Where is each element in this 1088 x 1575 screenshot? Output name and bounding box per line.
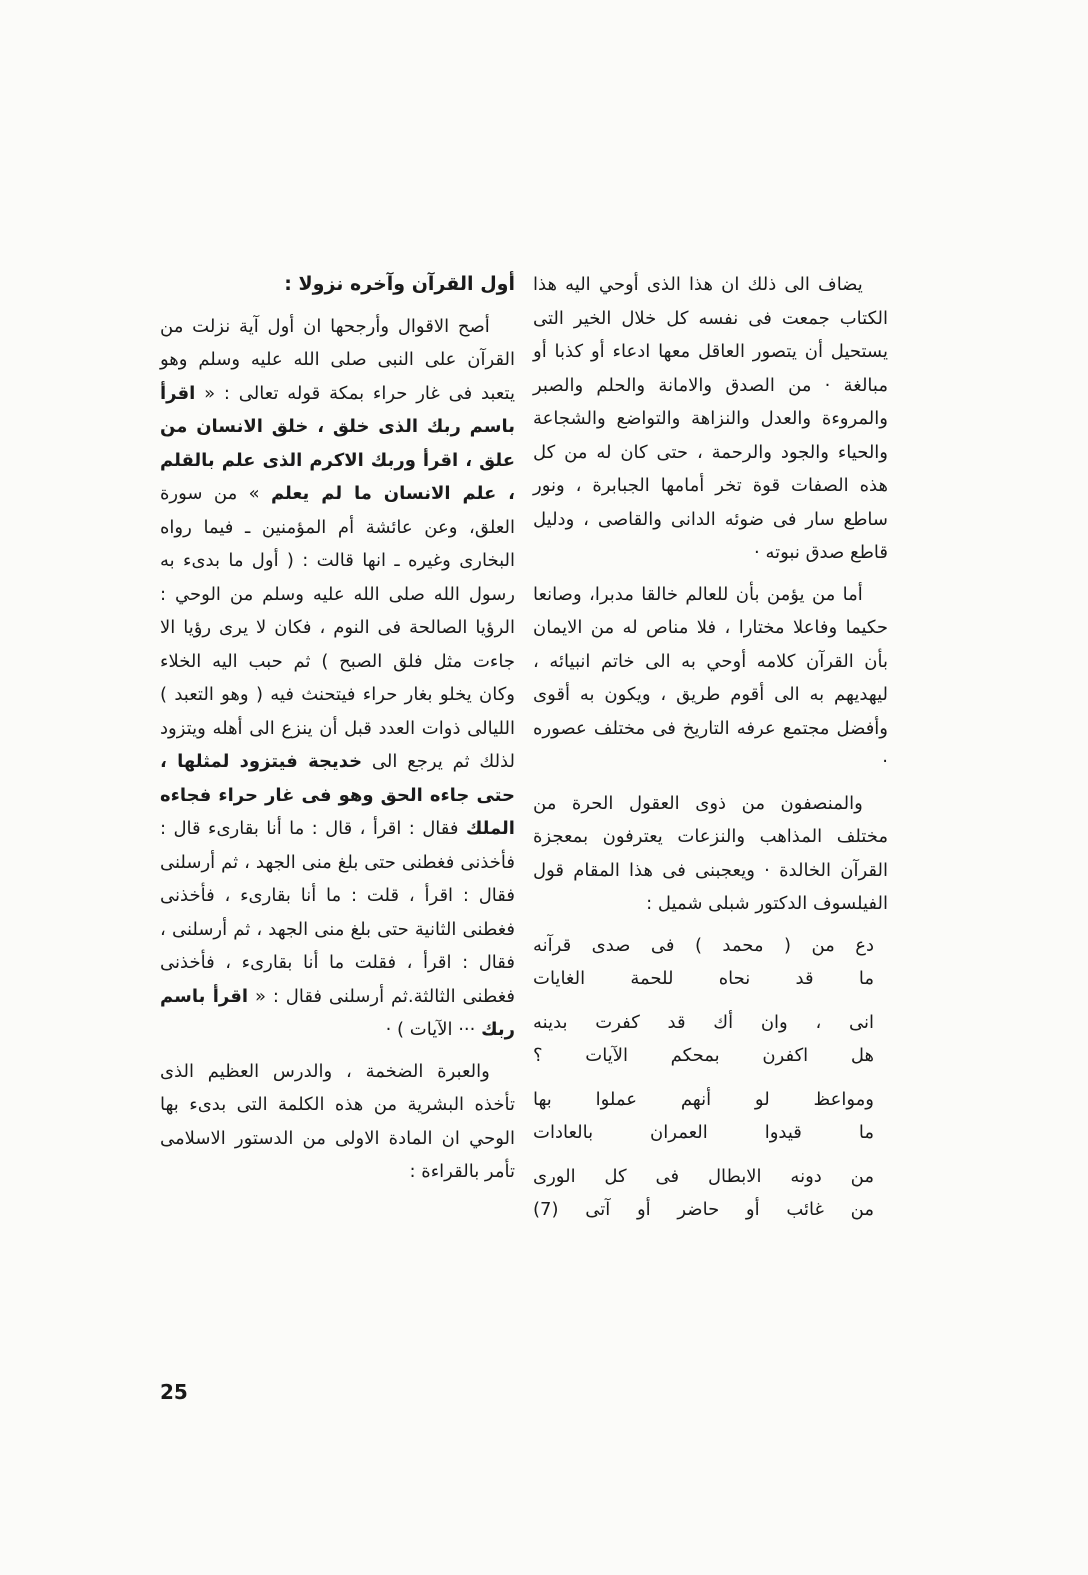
page-number: 25 (160, 1380, 188, 1404)
poem-verse (533, 1083, 888, 1150)
poem-verse (533, 1006, 888, 1073)
verse-first-hemistich: دع من ( محمد ) فى صدى قرآنه (533, 934, 874, 956)
verse-first-hemistich: من دونه الابطال فى كل الورى (533, 1165, 874, 1187)
paragraph: والعبرة الضخمة ، والدرس العظيم الذى تأخذه البشرية من هذه الكلمة التى بدىء بها الوحي ان المادة الاولى من الدستور الاسلامى تأمر بالقراءة : (160, 1060, 515, 1182)
quran-verse-text: اقرأ باسم ربك (160, 985, 515, 1040)
paragraph: أما من يؤمن بأن للعالم خالقا مدبرا، وصانعا حكيما وفاعلا مختارا ، فلا مناص له من الايمان بأن القرآن كلامه أوحي به الى خاتم انبيائه ، ليهديهم به الى أقوم طريق ، ويكون به أقوى وأفضل مجتمع عرفه التاريخ فى مختلف عصوره · (533, 583, 888, 772)
right-column (533, 268, 888, 1237)
paragraph-text: فقال : اقرأ ، قال : ما أنا بقارىء قال : فأخذنى فغطنى حتى بلغ منى الجهد ، ثم أرسلنى فقال : اقرأ ، قلت : ما أنا بقارىء ، فأخذنى فغطنى الثانية حتى بلغ منى الجهد ، ثم أرسلنى ، فقال : اقرأ ، فقلت ما أنا بقارىء ، فأخذنى فغطنى الثالثة.ثم أرسلنى فقال : « (160, 818, 515, 1007)
verse-second-hemistich: ما قيدوا العمران بالعادات (533, 1122, 874, 1143)
left-column (160, 268, 515, 1197)
quran-verse-text: اقرأ باسم ربك الذى خلق ، خلق الانسان من علق ، اقرأ وربك الاكرم الذى علم بالقلم ، علم الانسان ما لم يعلم (160, 382, 515, 504)
verse-second-hemistich: هل اكفرن بمحكم الآيات ؟ (533, 1045, 874, 1066)
verse-first-hemistich: انى ، وان أك قد كفرت بدينه (533, 1011, 874, 1033)
poem-verse (533, 929, 888, 996)
paragraph-text: ··· الآيات ) · (385, 1019, 476, 1040)
section-heading: أول القرآن وآخره نزولا : (284, 273, 515, 295)
verse-second-hemistich: ما قد نحاه للحمة الغايات (533, 968, 874, 989)
verse-first-hemistich: ومواعظ لو أنهم عملوا بها (533, 1088, 874, 1110)
emphasized-text: خديجة فيتزود لمثلها ، حتى جاءه الحق وهو فى غار حراء فجاءه الملك (160, 751, 515, 839)
paragraph: والمنصفون من ذوى العقول الحرة من مختلف المذاهب والنزعات يعترفون بمعجزة القرآن الخالدة · ويعجبنى فى هذا المقام قول الفيلسوف الدكتور شبلى شميل : (533, 792, 888, 914)
paragraph: يضاف الى ذلك ان هذا الذى أوحي اليه هذا الكتاب جمعت فى نفسه كل خلال الخير التى يستحيل أن يتصور العاقل معها ادعاء أو كذبا أو مبالغة · من الصدق والامانة والحلم والصبر والمروءة والعدل والنزاهة والتواضع والشجاعة والحياء والجود والرحمة ، حتى كان له من كل هذه الصفات قوة تخر أمامها الجبابرة ، ونور ساطع سار فى ضوئه الدانى والقاصى ، ودليل قاطع صدق نبوته · (533, 274, 888, 563)
verse-second-hemistich: من غائب أو حاضر أو آتى (7) (533, 1199, 874, 1220)
paragraph-text: أصح الاقوال وأرجحها ان أول آية نزلت من القرآن على النبى صلى الله عليه وسلم وهو يتعبد فى غار حراء بمكة قوله تعالى : « (160, 315, 515, 404)
paragraph (160, 310, 515, 1047)
poem (533, 929, 888, 1227)
poem-verse (533, 1160, 888, 1227)
paragraph-text: » من سورة العلق، وعن عائشة أم المؤمنين ـ فيما رواه البخارى وغيره ـ انها قالت : ( أول ما بدىء به رسول الله صلى الله عليه وسلم من الوحي : الرؤيا الصالحة فى النوم ، فكان لا يرى رؤيا الا جاءت مثل فلق الصبح ) ثم حبب اليه الخلاء وكان يخلو بغار حراء فيتحنث فيه ( وهو التعبد ) الليالى ذوات العدد قبل أن ينزع الى أهله ويتزود لذلك ثم يرجع الى (160, 483, 515, 772)
